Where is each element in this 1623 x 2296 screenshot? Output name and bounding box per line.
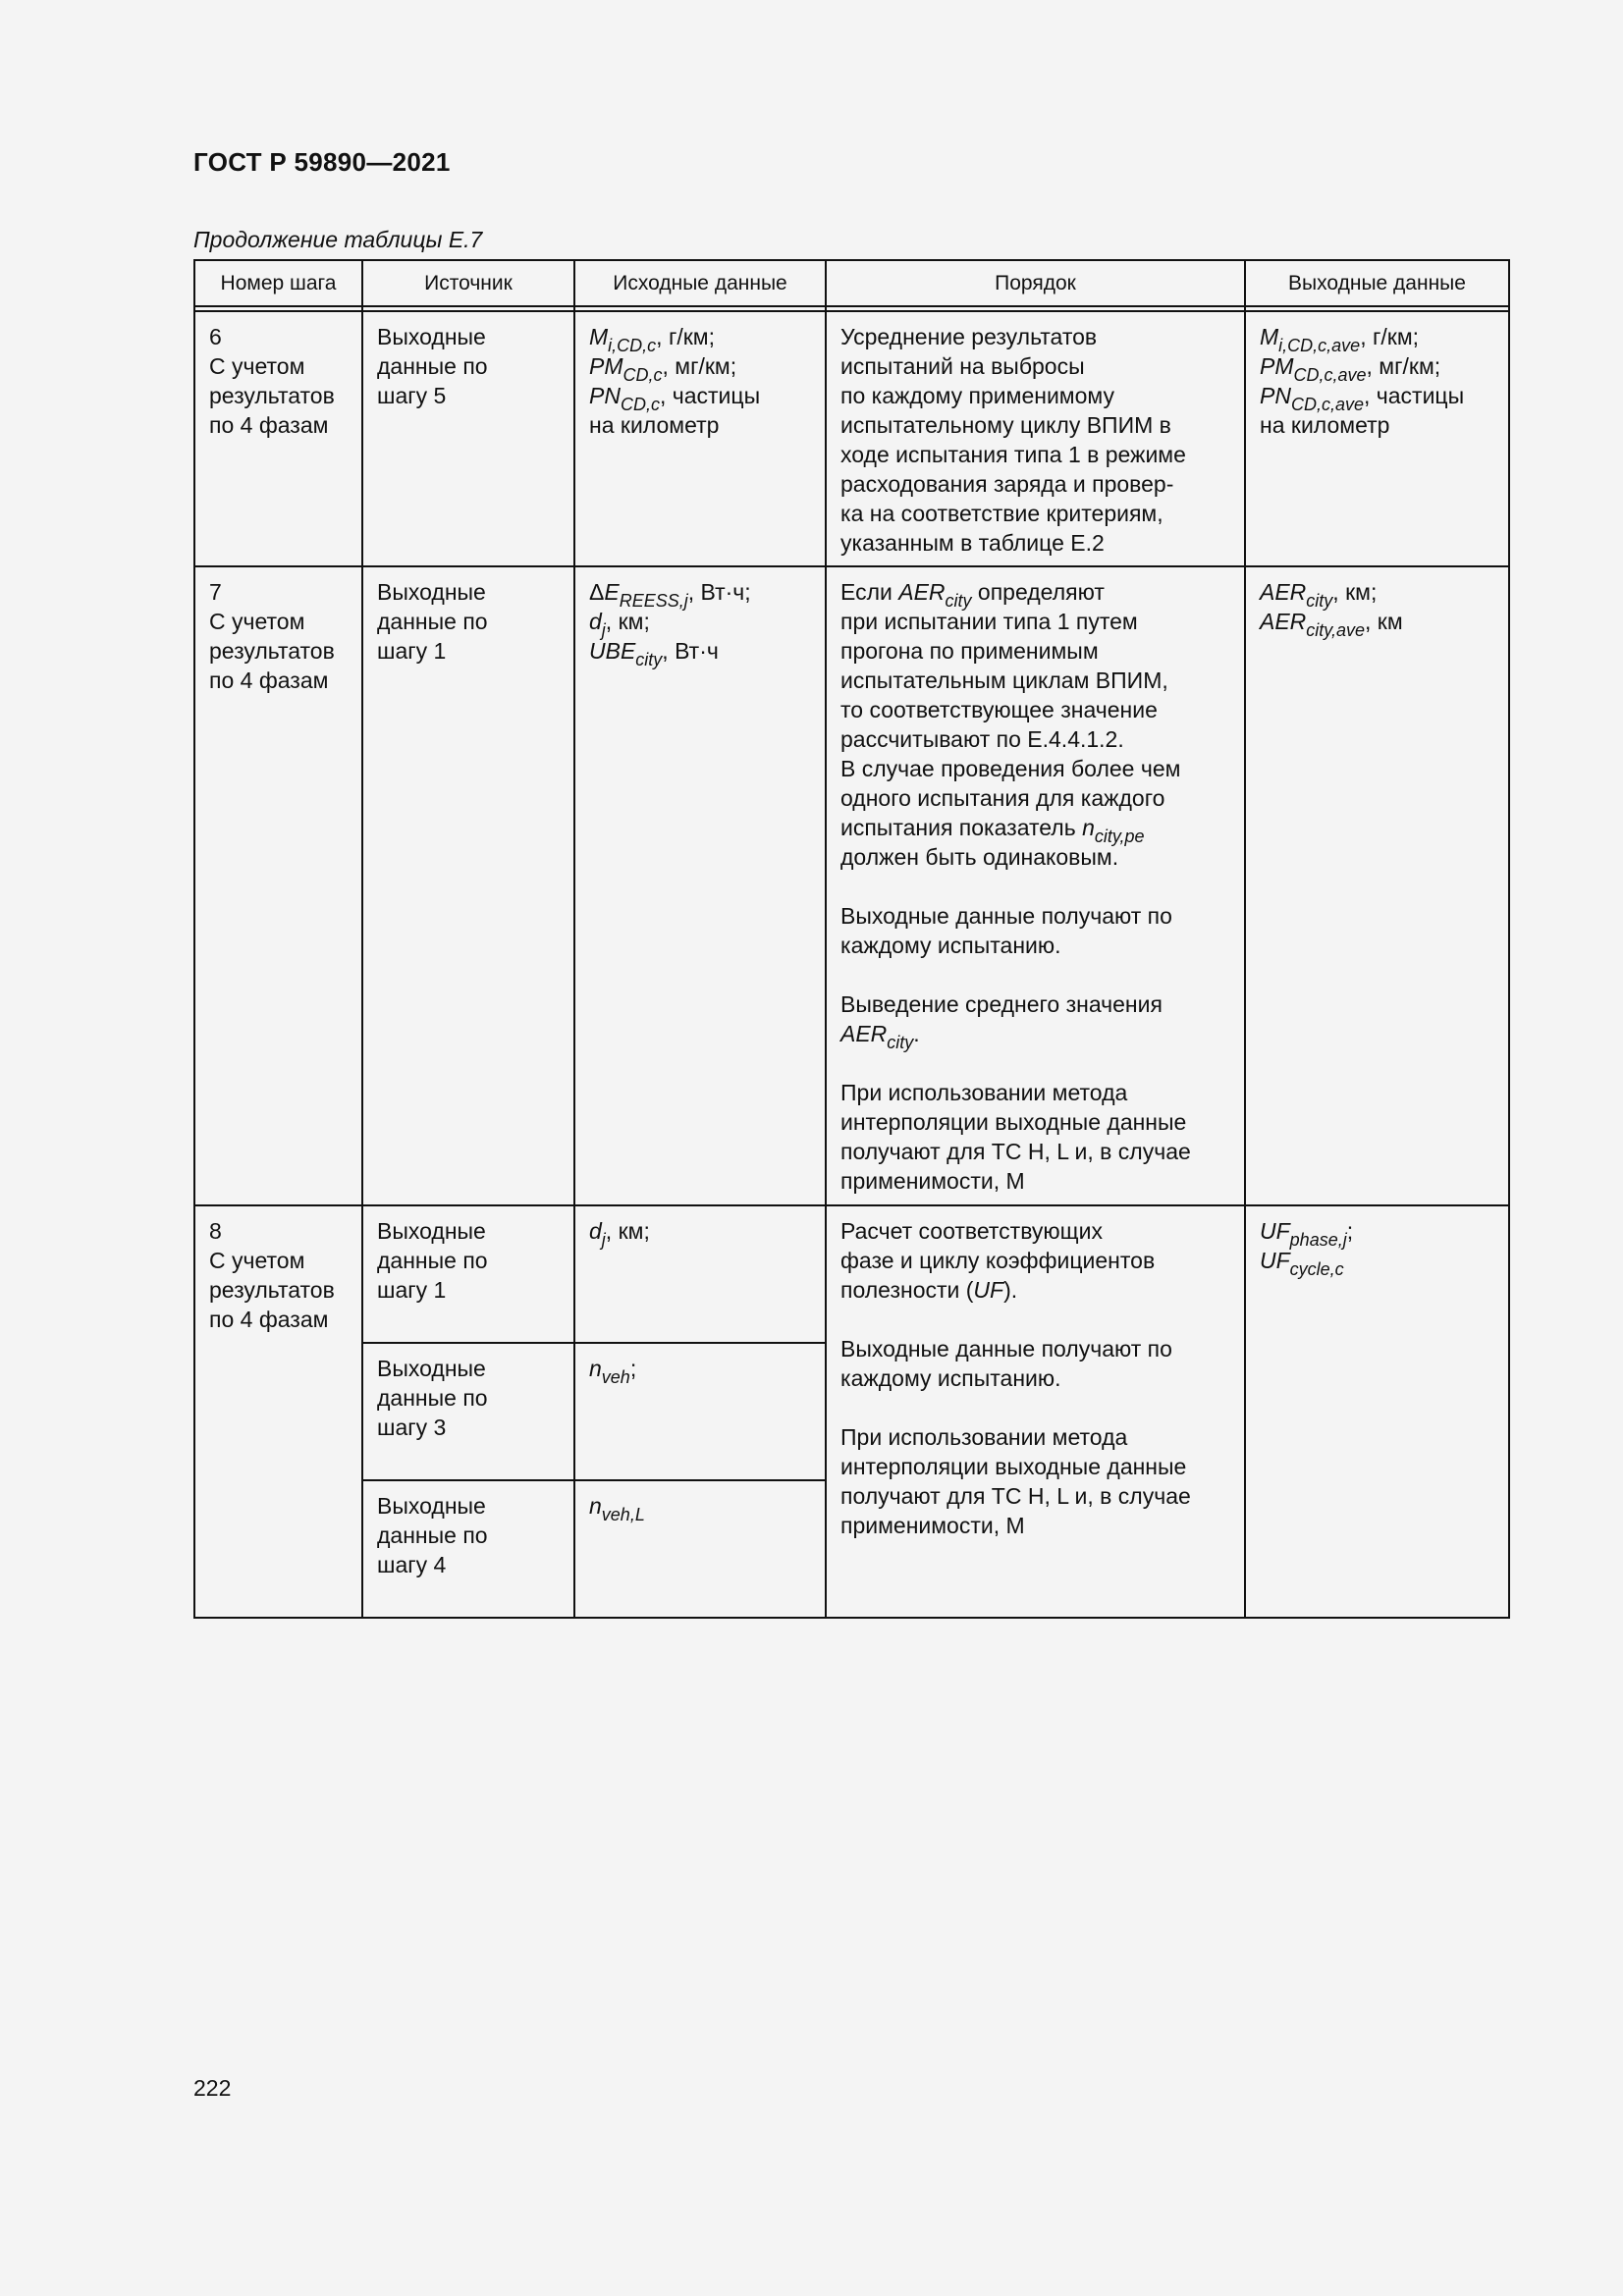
header-input: Исходные данные	[574, 260, 826, 306]
header-step: Номер шага	[194, 260, 362, 306]
table-row-8	[194, 1205, 1509, 1343]
cell-input: $\Delta E_{REESS,j}$, Вт·ч; $d_j$, км; $UBE_{city}$, Вт·ч	[574, 566, 826, 1205]
cell-step: 8 С учетом результатов по 4 фазам	[194, 1205, 362, 1618]
cell-input: $n_{veh,L}$	[574, 1480, 826, 1618]
table-row-6	[194, 311, 1509, 566]
cell-order: Если $AER_{city}$ определяют при испытании типа 1 путем прогона по применимым испытательным циклам ВПИМ, то соответствующее значение рассчитывают по Е.4.4.1.2. В случае проведения более чем одного испытания для каждого испытания показатель $n_{city,pe}$ должен быть одинаковым. Выходные данные получают по каждому испытанию. Выведение среднего значения $AER_{city}$. При использовании метода интерполяции выходные данные получают для ТС H, L и, в случае применимости, M	[826, 566, 1245, 1205]
page-number: 222	[193, 2075, 232, 2101]
cell-order: Усреднение результатов испытаний на выбросы по каждому применимому испытательному циклу ВПИМ в ходе испытания типа 1 в режиме расходования заряда и провер- ка на соответствие критериям, указанным в таблице Е.2	[826, 311, 1245, 566]
cell-output: $UF_{phase,j}$; $UF_{cycle,c}$	[1245, 1205, 1509, 1618]
cell-source: Выходные данные по шагу 3	[362, 1343, 574, 1480]
header-order: Порядок	[826, 260, 1245, 306]
document-header: ГОСТ Р 59890—2021	[193, 147, 451, 177]
table-header-row	[194, 260, 1509, 306]
cell-source: Выходные данные по шагу 1	[362, 1205, 574, 1343]
cell-step: 7 С учетом результатов по 4 фазам	[194, 566, 362, 1205]
header-output: Выходные данные	[1245, 260, 1509, 306]
cell-input: $M_{i,CD,c}$, г/км; $PM_{CD,c}$, мг/км; $PN_{CD,c}$, частицы на километр	[574, 311, 826, 566]
header-source: Источник	[362, 260, 574, 306]
cell-output: $AER_{city}$, км; $AER_{city,ave}$, км	[1245, 566, 1509, 1205]
cell-source: Выходные данные по шагу 4	[362, 1480, 574, 1618]
cell-input: $d_j$, км;	[574, 1205, 826, 1343]
cell-input: $n_{veh}$;	[574, 1343, 826, 1480]
data-table	[193, 259, 1510, 1619]
table-row-7	[194, 566, 1509, 1205]
cell-source: Выходные данные по шагу 5	[362, 311, 574, 566]
cell-order: Расчет соответствующих фазе и циклу коэффициентов полезности (UF). Выходные данные получают по каждому испытанию. При использовании метода интерполяции выходные данные получают для ТС H, L и, в случае применимости, M	[826, 1205, 1245, 1618]
table-caption: Продолжение таблицы Е.7	[193, 227, 483, 252]
cell-source: Выходные данные по шагу 1	[362, 566, 574, 1205]
cell-step: 6 С учетом результатов по 4 фазам	[194, 311, 362, 566]
cell-output: $M_{i,CD,c,ave}$, г/км; $PM_{CD,c,ave}$, мг/км; $PN_{CD,c,ave}$, частицы на километр	[1245, 311, 1509, 566]
